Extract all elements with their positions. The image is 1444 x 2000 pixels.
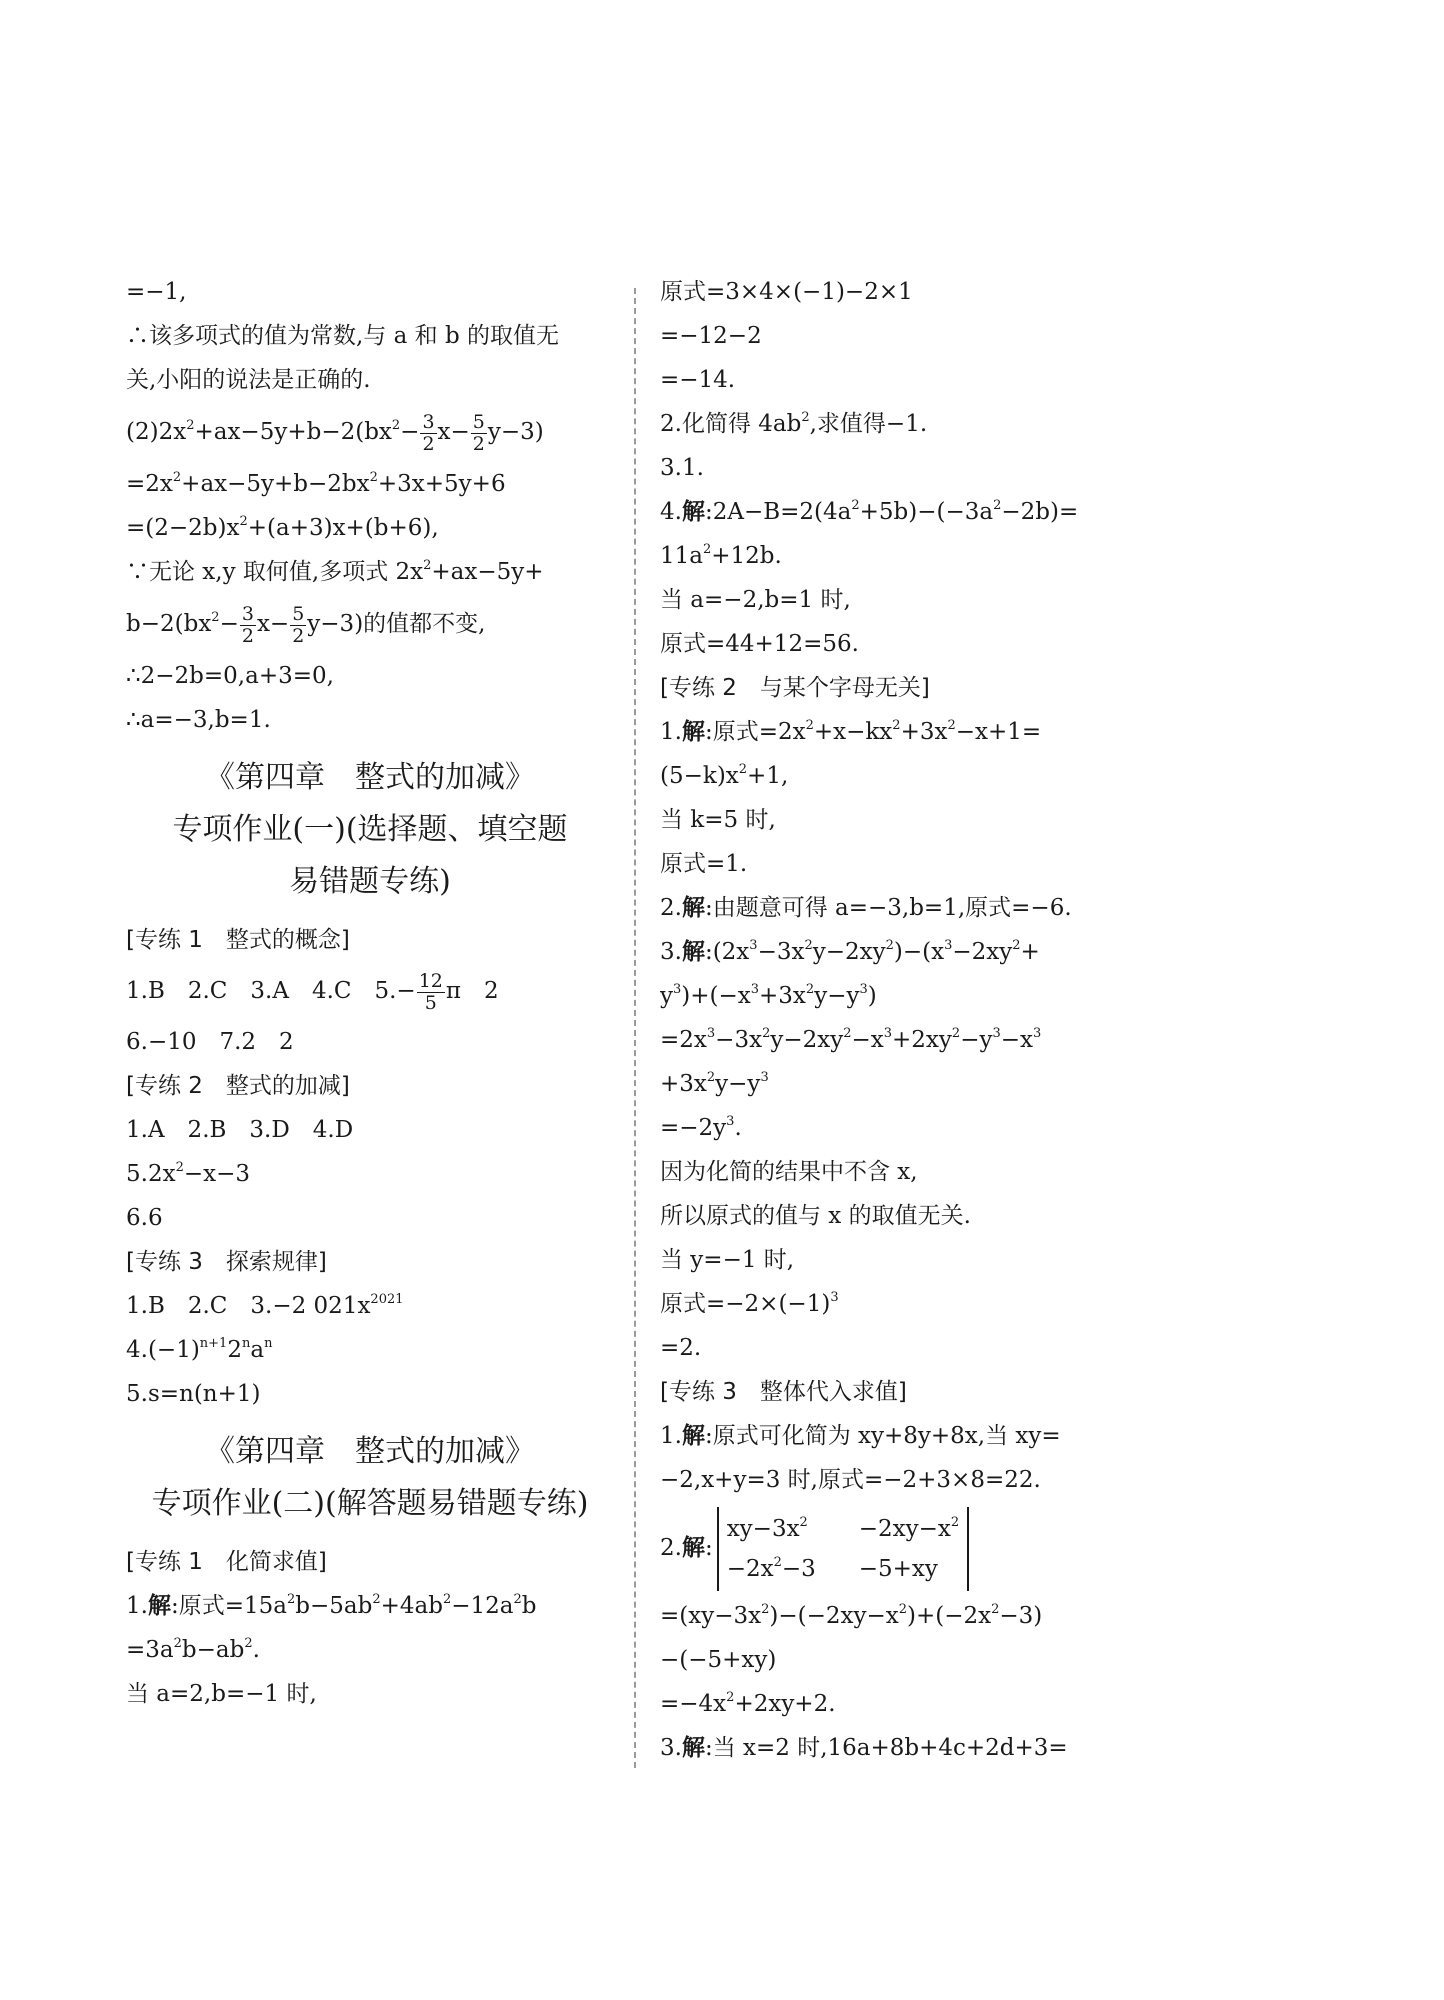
text-line: =2. [660, 1335, 702, 1361]
text-line: ∴a=−3,b=1. [126, 707, 271, 733]
math-line: $=(xy-3x^2)-(-2xy-x^2)+(-2x^2-3)$ [660, 1602, 1043, 1629]
text-line: −2,x+y=3 时,原式=−2+3×8=22. [660, 1467, 1041, 1493]
answer-line: 6.6 [126, 1205, 163, 1231]
answer-line: 1.B 2.C 3.−2 $021x^{2021}$ [126, 1292, 404, 1319]
math-line: $=-4x^2+2xy+2$. [660, 1690, 836, 1717]
text-line: 当 k=5 时, [660, 807, 776, 833]
answer-line: 1.B 2.C 3.A 4.C 5.− $\frac{12}{5}$ π 2 [126, 969, 499, 1014]
practice-heading: [专练 2 整式的加减] [126, 1073, 350, 1099]
math-line: $=-2y^3$. [660, 1114, 742, 1141]
fraction: $\frac{3}{2}$ [241, 602, 254, 647]
practice-heading: [专练 3 探索规律] [126, 1249, 327, 1275]
math-line: $y^3)+(-x^3+3x^2y-y^3)$ [660, 982, 877, 1009]
answer-line: 6.−10 7.2 2 [126, 1029, 294, 1055]
math-line: ∵无论 x,y 取何值,多项式 $2x^2+ax-5y+$ [126, 558, 544, 585]
math-line: 1.解:原式$=2x^2+x-kx^2+3x^2-x+1=$ [660, 718, 1042, 745]
math-line: 原式$=-2\times(-1)^3$ [660, 1290, 839, 1317]
text-line: 当 y=−1 时, [660, 1247, 795, 1273]
math-line: $(5-k)x^2+1$, [660, 762, 789, 789]
text-line: 1.解:原式可化简为 xy+8y+8x,当 xy= [660, 1423, 1061, 1449]
left-column [126, 270, 614, 1716]
answer-line: $5.2x^2-x-3$ [126, 1160, 250, 1187]
text-line: 2.解:由题意可得 a=−3,b=1,原式=−6. [660, 895, 1072, 921]
math-line: $=2x^2+ax-5y+b-2bx^2+3x+5y+6$ [126, 470, 506, 497]
math-line: 4.解$:2A-B=2(4a^2+5b)-(-3a^2-2b)=$ [660, 498, 1079, 525]
math-line: $(2)2x^2+ax-5y+b-2(bx^2-$ $\frac{3}{2}$ x− $\frac{5}{2}$ y−3) [126, 410, 544, 455]
math-line: $=3a^2b-ab^2$. [126, 1636, 260, 1663]
text-line: 3.解:当 x=2 时,16a+8b+4c+2d+3= [660, 1735, 1068, 1761]
text-line: ∴该多项式的值为常数,与 a 和 b 的取值无 [126, 323, 559, 349]
section-heading: 易错题专练) [289, 864, 451, 899]
text-line: 关,小阳的说法是正确的. [126, 367, 371, 393]
fraction: $\frac{5}{2}$ [472, 410, 485, 455]
chapter-heading: 《第四章 整式的加减》 [205, 1434, 535, 1469]
practice-heading: [专练 3 整体代入求值] [660, 1379, 907, 1405]
text-line: 3.1. [660, 455, 704, 481]
answer-line: 5.s=n(n+1) [126, 1381, 261, 1407]
fraction: $\frac{12}{5}$ [418, 969, 443, 1014]
section-heading: 专项作业(一)(选择题、填空题 [172, 812, 568, 847]
math-line: $11a^2+12b$. [660, 542, 782, 569]
math-line: $+3x^2y-y^3$ [660, 1070, 769, 1097]
text-line: −(−5+xy) [660, 1647, 777, 1673]
text-line: 原式=44+12=56. [660, 631, 859, 657]
practice-heading: [专练 1 化简求值] [126, 1549, 327, 1575]
math-line: 2.化简得 $4ab^2$,求值得−1. [660, 410, 928, 437]
answer-line: 1.A 2.B 3.D 4.D [126, 1117, 354, 1143]
section-heading: 专项作业(二)(解答题易错题专练) [151, 1486, 589, 1521]
text-line: 当 a=−2,b=1 时, [660, 587, 851, 613]
text-line: ∴2−2b=0,a+3=0, [126, 663, 334, 689]
determinant-line: 2.解: $xy-3x^2 -2xy-x^2$ $-2x^2-3 -5+xy$ [660, 1502, 1150, 1594]
math-line: $=(2-2b)x^2+(a+3)x+(b+6)$, [126, 514, 439, 541]
text-line: =−14. [660, 367, 736, 393]
text-line: 所以原式的值与 x 的取值无关. [660, 1203, 971, 1229]
math-line: $b-2(bx^2-$ $\frac{3}{2}$ x− $\frac{5}{2}$ y−3)的值都不变, [126, 602, 486, 647]
determinant: $xy-3x^2 -2xy-x^2$ $-2x^2-3 -5+xy$ [717, 1507, 969, 1591]
right-column [660, 270, 1150, 1770]
text-line: 原式=3×4×(−1)−2×1 [660, 279, 913, 305]
text-line: 当 a=2,b=−1 时, [126, 1681, 317, 1707]
math-line: $=2x^3-3x^2y-2xy^2-x^3+2xy^2-y^3-x^3$ [660, 1026, 1042, 1053]
fraction: $\frac{3}{2}$ [422, 410, 435, 455]
practice-heading: [专练 1 整式的概念] [126, 927, 350, 953]
text-line: =−12−2 [660, 323, 762, 349]
text-line: =−1, [126, 279, 187, 305]
math-line: 1.解:原式$=15a^2b-5ab^2+4ab^2-12a^2b$ [126, 1592, 537, 1619]
column-divider [634, 288, 636, 1768]
chapter-heading: 《第四章 整式的加减》 [205, 760, 535, 795]
answer-line: $4.(-1)^{n+1}2^na^n$ [126, 1336, 273, 1363]
math-line: 3.解$:(2x^3-3x^2y-2xy^2)-(x^3-2xy^2+$ [660, 938, 1040, 965]
text-line: 原式=1. [660, 851, 748, 877]
practice-heading: [专练 2 与某个字母无关] [660, 675, 930, 701]
fraction: $\frac{5}{2}$ [292, 602, 305, 647]
text-line: 因为化简的结果中不含 x, [660, 1159, 918, 1185]
